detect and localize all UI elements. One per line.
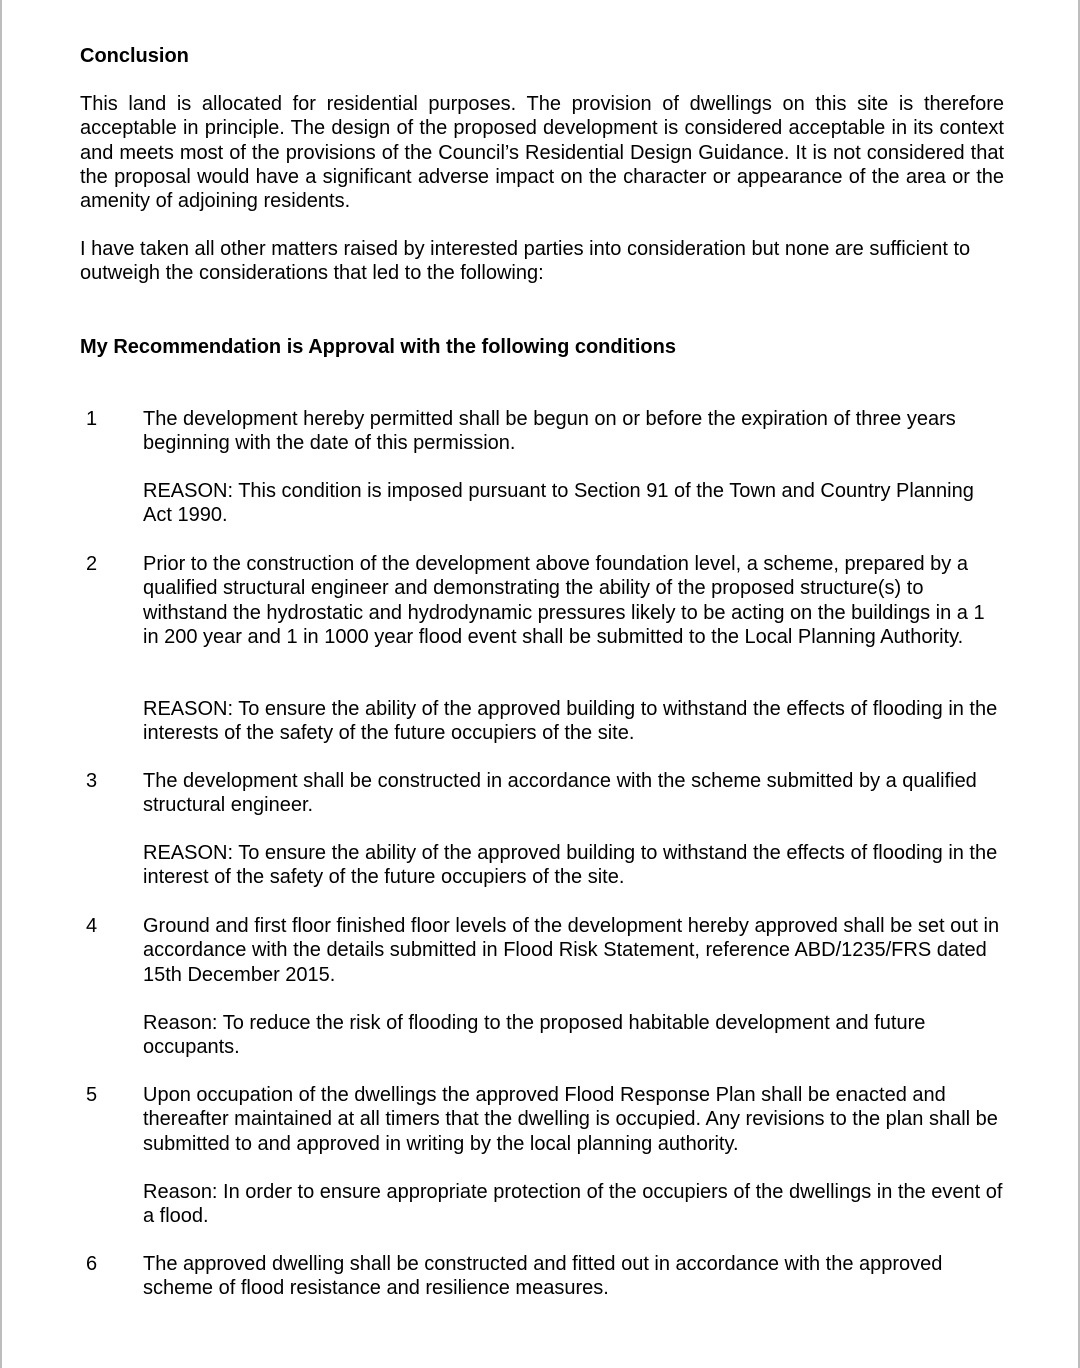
condition-reason: REASON: To ensure the ability of the approved building to withstand the effects of flooding in the interest of the safety of the future occupiers of the site.: [143, 842, 998, 889]
condition-text: Upon occupation of the dwellings the approved Flood Response Plan shall be enacted and thereafter maintained at all timers that the dwelling is occupied. Any revisions to the plan shall be submitted to and approved in writing by the local planning authority.: [143, 1084, 998, 1155]
condition-number: 1: [86, 408, 98, 430]
condition-reason: REASON: This condition is imposed pursuant to Section 91 of the Town and Country Planning Act 1990.: [143, 480, 974, 527]
condition-number: 4: [86, 915, 98, 937]
condition-number: 6: [86, 1253, 98, 1275]
condition-number: 3: [86, 770, 98, 792]
condition-number: 2: [86, 553, 98, 575]
conclusion-heading: Conclusion: [80, 45, 189, 67]
conclusion-paragraph: This land is allocated for residential purposes. The provision of dwellings on this site is therefore acceptable in principle. The design of the proposed development is considered acceptable in its context and meets most of the provisions of the Council’s Residential Design Guidance. It is not considered that the proposal would have a significant adverse impact on the character or appearance of the area or the amenity of adjoining residents.: [80, 93, 1004, 213]
condition-text: The development hereby permitted shall be begun on or before the expiration of three years beginning with the date of this permission.: [143, 408, 956, 455]
condition-reason: Reason: To reduce the risk of flooding to the proposed habitable development and future occupants.: [143, 1012, 926, 1059]
condition-text: The development shall be constructed in accordance with the scheme submitted by a qualified structural engineer.: [143, 770, 977, 817]
condition-reason: REASON: To ensure the ability of the approved building to withstand the effects of flooding in the interests of the safety of the future occupiers of the site.: [143, 698, 998, 745]
condition-text: Prior to the construction of the development above foundation level, a scheme, prepared by a qualified structural engineer and demonstrating the ability of the proposed structure(s) to withstand the hydrostatic and hydrodynamic pressures likely to be acting on the buildings in a 1 in 200 year and 1 in 1000 year flood event shall be submitted to the Local Planning Authority.: [143, 553, 985, 648]
condition-reason: Reason: In order to ensure appropriate protection of the occupiers of the dwellings in the event of a flood.: [143, 1181, 1003, 1228]
considerations-paragraph: I have taken all other matters raised by interested parties into consideration but none are sufficient to outweigh the considerations that led to the following:: [80, 238, 971, 285]
condition-number: 5: [86, 1084, 98, 1106]
condition-text: The approved dwelling shall be constructed and fitted out in accordance with the approved scheme of flood resistance and resilience measures.: [143, 1253, 943, 1300]
recommendation-heading: My Recommendation is Approval with the following conditions: [80, 336, 676, 358]
condition-text: Ground and first floor finished floor levels of the development hereby approved shall be set out in accordance with the details submitted in Flood Risk Statement, reference ABD/1235/FRS dated 15th December 2015.: [143, 915, 1000, 986]
